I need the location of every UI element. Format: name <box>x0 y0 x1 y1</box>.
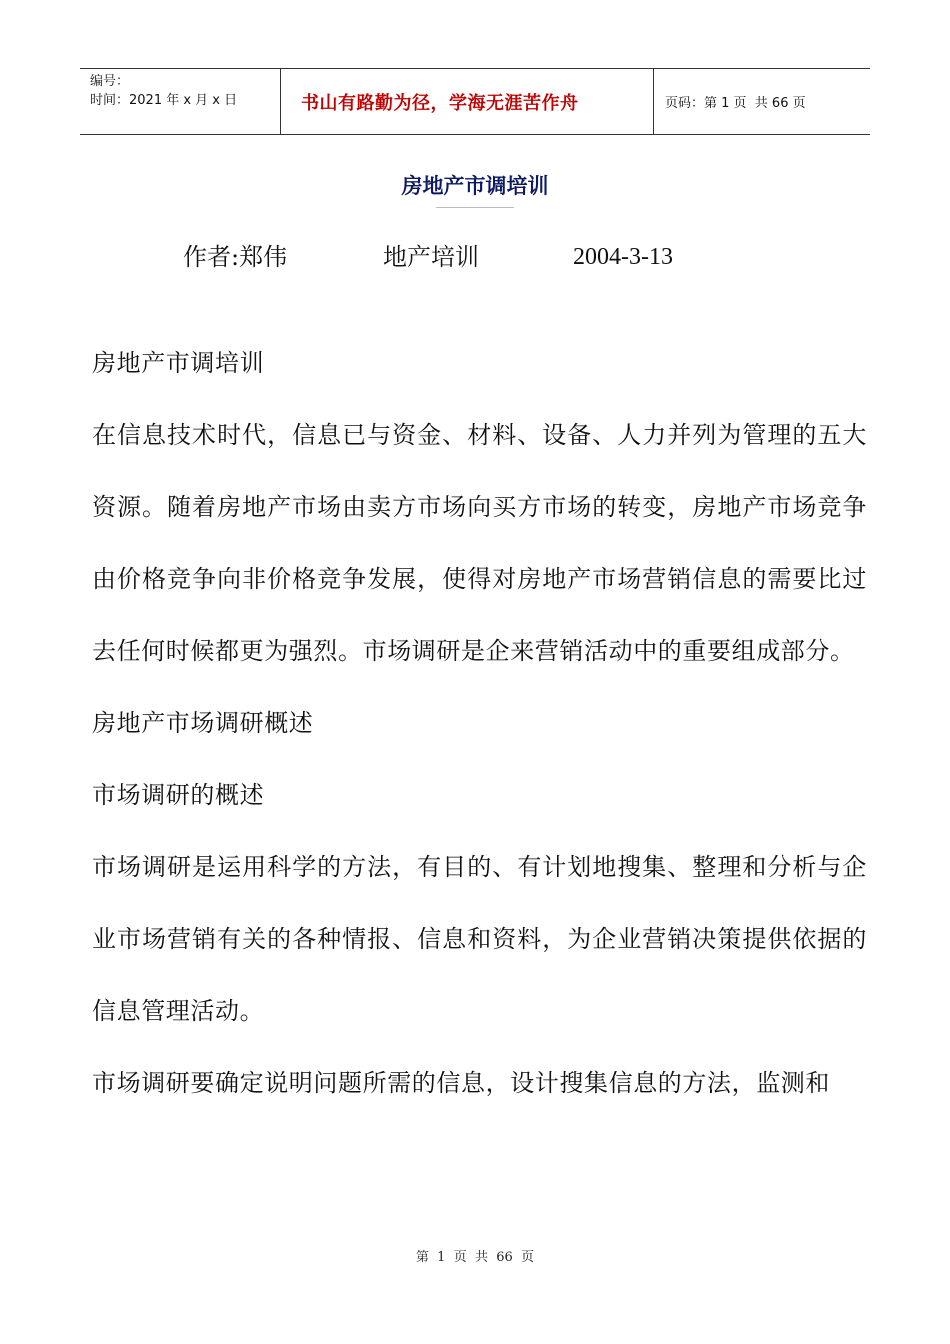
document-number-label: 编号： <box>90 74 130 89</box>
paragraph: 市场调研要确定说明问题所需的信息，设计搜集信息的方法，监测和 <box>92 1069 830 1097</box>
header-page-info: 页码：第 1 页 共 66 页 <box>665 96 806 111</box>
subsection-heading: 市场调研的概述 <box>92 781 265 809</box>
page-header <box>80 68 870 135</box>
byline-date: 2004-3-13 <box>573 244 673 270</box>
paragraph-heading: 房地产市调培训 <box>92 349 265 377</box>
paragraph: 市场调研是运用科学的方法，有目的、有计划地搜集、整理和分析与企业市场营销有关的各种情报、信息和资料，为企业营销决策提供依据的信息管理活动。 <box>92 853 867 1025</box>
header-page-cell <box>654 69 870 134</box>
document-body <box>92 327 867 1119</box>
title-underline <box>436 207 514 208</box>
document-date-label: 时间：2021 年 x 月 x 日 <box>90 93 238 108</box>
document-title: 房地产市调培训 <box>401 174 549 198</box>
header-motto-cell <box>281 69 654 134</box>
paragraph: 在信息技术时代，信息已与资金、材料、设备、人力并列为管理的五大资源。随着房地产市场由卖方市场向买方市场的转变，房地产市场竞争由价格竞争向非价格竞争发展，使得对房地产市场营销信息的需要比过去任何时候都更为强烈。市场调研是企来营销活动中的重要组成部分。 <box>92 421 867 665</box>
header-meta-cell <box>80 69 281 134</box>
page-footer: 第 1 页 共 66 页 <box>415 1250 535 1265</box>
byline-category: 地产培训 <box>383 243 479 271</box>
header-motto: 书山有路勤为径，学海无涯苦作舟 <box>301 92 579 114</box>
byline-author: 作者:郑伟 <box>183 243 288 271</box>
section-heading: 房地产市场调研概述 <box>92 709 314 737</box>
